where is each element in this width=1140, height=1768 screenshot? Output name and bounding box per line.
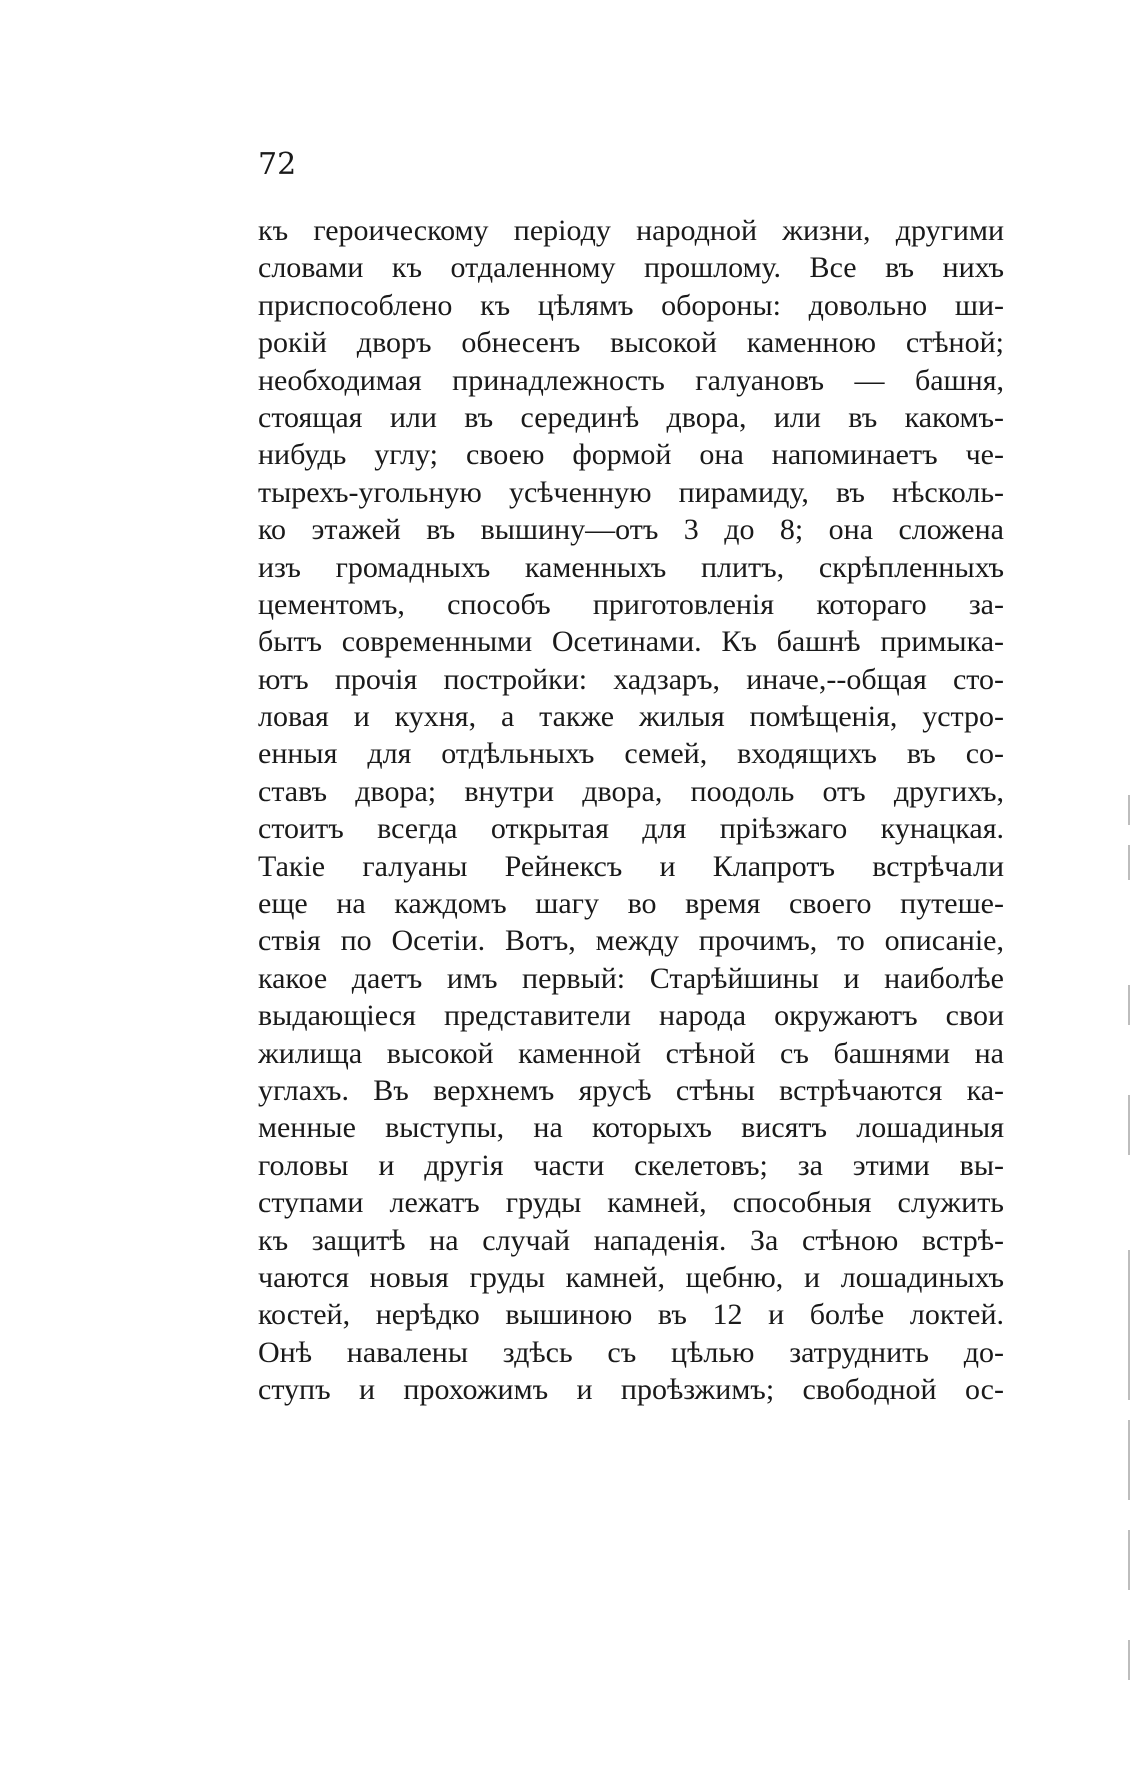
text-line: стоитъ всегда открытая для пріѣзжаго кунацкая. xyxy=(258,812,1004,846)
text-line: костей, нерѣдко вышиною въ 12 и болѣе локтей. xyxy=(258,1298,1004,1332)
text-line: словами къ отдаленному прошлому. Все въ нихъ xyxy=(258,251,1004,285)
text-line: къ защитѣ на случай нападенія. За стѣною встрѣ- xyxy=(258,1223,1004,1257)
text-line: нибудь углу; своею формой она напоминаетъ че- xyxy=(258,438,1004,472)
text-line: еще на каждомъ шагу во время своего путеше- xyxy=(258,887,1004,921)
text-line: Такіе галуаны Рейнексъ и Клапротъ встрѣчали xyxy=(258,849,1004,883)
text-line: чаются новыя груды камней, щебню, и лошадиныхъ xyxy=(258,1260,1004,1294)
text-line: стоящая или въ серединѣ двора, или въ какомъ- xyxy=(258,400,1004,434)
text-line: выдающіеся представители народа окружаютъ свои xyxy=(258,999,1004,1033)
scan-edge-mark xyxy=(1128,1095,1130,1155)
text-line: ко этажей въ вышину—отъ 3 до 8; она сложена xyxy=(258,513,1004,547)
text-line: Онѣ навалены здѣсь съ цѣлью затруднить до- xyxy=(258,1335,1004,1369)
text-line: ютъ прочія постройки: хадзаръ, иначе,--общая сто- xyxy=(258,662,1004,696)
text-line: ступъ и прохожимъ и проѣзжимъ; свободной ос- xyxy=(258,1373,1004,1407)
text-line: ступами лежатъ груды камней, способныя служить xyxy=(258,1186,1004,1220)
page-number: 72 xyxy=(258,147,297,182)
text-line: цементомъ, способъ приготовленія котораго за- xyxy=(258,587,1004,621)
text-line: головы и другія части скелетовъ; за этими вы- xyxy=(258,1148,1004,1182)
text-line: углахъ. Въ верхнемъ ярусѣ стѣны встрѣчаются ка- xyxy=(258,1073,1004,1107)
text-line: бытъ современными Осетинами. Къ башнѣ примыка- xyxy=(258,625,1004,659)
text-line: ствія по Осетіи. Вотъ, между прочимъ, то описаніе, xyxy=(258,924,1004,958)
scan-edge-mark xyxy=(1128,1530,1130,1590)
text-line: тырехъ-угольную усѣченную пирамиду, въ нѣсколь- xyxy=(258,475,1004,509)
body-text xyxy=(258,212,1004,1409)
scan-edge-mark xyxy=(1128,985,1130,1025)
text-line: изъ громадныхъ каменныхъ плитъ, скрѣпленныхъ xyxy=(258,550,1004,584)
text-line: менные выступы, на которыхъ висятъ лошадиныя xyxy=(258,1111,1004,1145)
text-line: приспособлено къ цѣлямъ обороны: довольно ши- xyxy=(258,288,1004,322)
scan-edge-mark xyxy=(1128,795,1130,825)
text-line: ставъ двора; внутри двора, поодоль отъ другихъ, xyxy=(258,774,1004,808)
scan-edge-mark xyxy=(1128,1420,1130,1500)
text-line: жилища высокой каменной стѣной съ башнями на xyxy=(258,1036,1004,1070)
text-line: необходимая принадлежность галуановъ — башня, xyxy=(258,363,1004,397)
text-line: ловая и кухня, а также жилыя помѣщенія, устро- xyxy=(258,700,1004,734)
text-line: къ героическому періоду народной жизни, другими xyxy=(258,214,1004,247)
scan-edge-mark xyxy=(1128,845,1130,880)
text-line: енныя для отдѣльныхъ семей, входящихъ въ со- xyxy=(258,737,1004,771)
text-line: рокій дворъ обнесенъ высокой каменною стѣной; xyxy=(258,326,1004,360)
scan-edge-mark xyxy=(1128,1250,1130,1400)
scan-edge-mark xyxy=(1128,1640,1130,1680)
text-line: какое даетъ имъ первый: Старѣйшины и наиболѣе xyxy=(258,961,1004,995)
